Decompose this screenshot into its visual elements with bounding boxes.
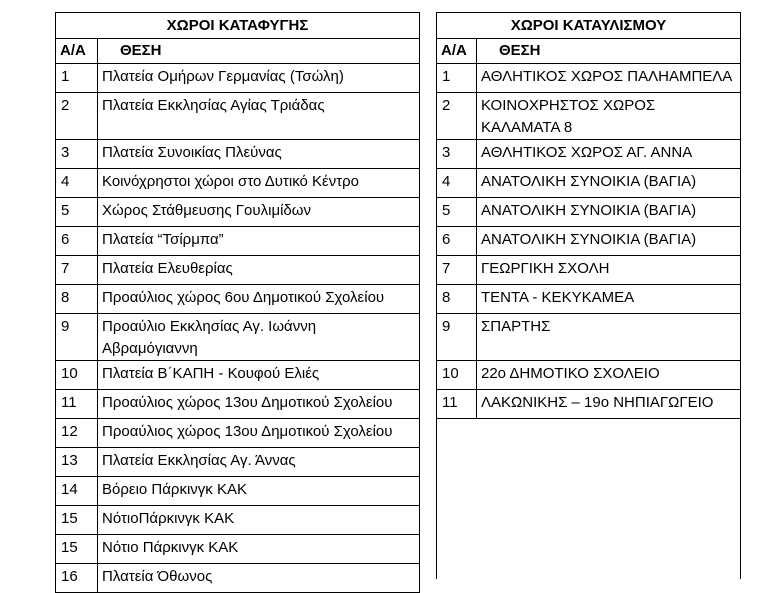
table-row: [56, 140, 420, 169]
row-place: Χώρος Στάθμευσης Γουλιμίδων: [98, 198, 420, 227]
row-number: 11: [56, 390, 98, 419]
table-row: [437, 390, 741, 419]
accommodation-col-num-header: Α/Α: [437, 39, 477, 64]
row-place: Πλατεία Συνοικίας Πλεύνας: [98, 140, 420, 169]
row-number: 13: [56, 448, 98, 477]
row-number: 5: [56, 198, 98, 227]
row-number: 7: [437, 256, 477, 285]
row-number: 16: [56, 564, 98, 593]
row-place: Προαύλιο Εκκλησίας Αγ. Ιωάννη Αβραμόγιαννη: [98, 314, 420, 361]
table-row: [437, 64, 741, 93]
row-place: ΑΝΑΤΟΛΙΚΗ ΣΥΝΟΙΚΙΑ (ΒΑΓΙΑ): [477, 169, 741, 198]
table-row: [56, 477, 420, 506]
shelter-col-place-header: ΘΕΣΗ: [98, 39, 420, 64]
row-number: 3: [437, 140, 477, 169]
table-row: [437, 256, 741, 285]
row-number: 5: [437, 198, 477, 227]
row-number: 10: [437, 361, 477, 390]
row-number: 15: [56, 506, 98, 535]
table-row: [56, 535, 420, 564]
table-row: [437, 285, 741, 314]
row-number: 9: [437, 314, 477, 361]
shelter-header-row: [56, 39, 420, 64]
row-number: 8: [437, 285, 477, 314]
table-row: [437, 140, 741, 169]
table-row: [56, 285, 420, 314]
shelter-table: [55, 12, 420, 593]
row-place: Προαύλιος χώρος 6ου Δημοτικού Σχολείου: [98, 285, 420, 314]
row-place: ΝότιοΠάρκινγκ ΚΑΚ: [98, 506, 420, 535]
row-place: ΑΝΑΤΟΛΙΚΗ ΣΥΝΟΙΚΙΑ (ΒΑΓΙΑ): [477, 198, 741, 227]
table-row: [437, 314, 741, 361]
row-place: ΛΑΚΩΝΙΚΗΣ – 19ο ΝΗΠΙΑΓΩΓΕΙΟ: [477, 390, 741, 419]
row-number: 8: [56, 285, 98, 314]
row-place: Προαύλιος χώρος 13ου Δημοτικού Σχολείου: [98, 419, 420, 448]
row-number: 3: [56, 140, 98, 169]
row-place: Κοινόχρηστοι χώροι στο Δυτικό Κέντρο: [98, 169, 420, 198]
shelter-title-row: [56, 13, 420, 39]
table-row: [56, 361, 420, 390]
shelter-col-num-header: Α/Α: [56, 39, 98, 64]
row-number: 2: [437, 93, 477, 140]
row-place: Προαύλιος χώρος 13ου Δημοτικού Σχολείου: [98, 390, 420, 419]
row-number: 14: [56, 477, 98, 506]
row-number: 11: [437, 390, 477, 419]
table-row: [56, 256, 420, 285]
row-number: 1: [56, 64, 98, 93]
row-place: Πλατεία Ελευθερίας: [98, 256, 420, 285]
row-place: Πλατεία Β΄ΚΑΠΗ - Κουφού Ελιές: [98, 361, 420, 390]
row-place: 22ο ΔΗΜΟΤΙΚΟ ΣΧΟΛΕΙΟ: [477, 361, 741, 390]
table-row: [56, 390, 420, 419]
row-place: ΣΠΑΡΤΗΣ: [477, 314, 741, 361]
table-row: [437, 93, 741, 140]
table-row: [437, 169, 741, 198]
accommodation-title: ΧΩΡΟΙ ΚΑΤΑΥΛΙΣΜΟΥ: [437, 13, 741, 39]
table-row: [437, 227, 741, 256]
table-row: [56, 419, 420, 448]
row-place: ΑΘΛΗΤΙΚΟΣ ΧΩΡΟΣ ΑΓ. ΑΝΝΑ: [477, 140, 741, 169]
row-number: 6: [437, 227, 477, 256]
row-number: 9: [56, 314, 98, 361]
row-number: 15: [56, 535, 98, 564]
row-number: 2: [56, 93, 98, 140]
accommodation-title-row: [437, 13, 741, 39]
table-row: [56, 64, 420, 93]
row-place: ΑΝΑΤΟΛΙΚΗ ΣΥΝΟΙΚΙΑ (ΒΑΓΙΑ): [477, 227, 741, 256]
table-row: [437, 361, 741, 390]
row-place: Πλατεία Ομήρων Γερμανίας (Τσώλη): [98, 64, 420, 93]
table-row: [56, 227, 420, 256]
table-row: [56, 198, 420, 227]
row-number: 1: [437, 64, 477, 93]
row-place: ΓΕΩΡΓΙΚΗ ΣΧΟΛΗ: [477, 256, 741, 285]
table-row: [437, 198, 741, 227]
row-place: Πλατεία Όθωνος: [98, 564, 420, 593]
table-row: [56, 314, 420, 361]
row-place: ΤΕΝΤΑ - ΚΕΚΥΚΑΜΕΑ: [477, 285, 741, 314]
row-number: 7: [56, 256, 98, 285]
row-place: ΑΘΛΗΤΙΚΟΣ ΧΩΡΟΣ ΠΑΛΗΑΜΠΕΛΑ: [477, 64, 741, 93]
table-row: [56, 506, 420, 535]
accommodation-table: [436, 12, 741, 579]
row-place: Πλατεία Εκκλησίας Αγ. Άννας: [98, 448, 420, 477]
empty-cell: [437, 419, 741, 580]
row-place: Βόρειο Πάρκινγκ ΚΑΚ: [98, 477, 420, 506]
accommodation-empty-extension: [437, 419, 741, 580]
accommodation-header-row: [437, 39, 741, 64]
row-number: 4: [437, 169, 477, 198]
shelter-title: ΧΩΡΟΙ ΚΑΤΑΦΥΓΗΣ: [56, 13, 420, 39]
row-place: Πλατεία “Τσίρμπα”: [98, 227, 420, 256]
row-number: 4: [56, 169, 98, 198]
row-place: Νότιο Πάρκινγκ ΚΑΚ: [98, 535, 420, 564]
row-number: 6: [56, 227, 98, 256]
table-row: [56, 564, 420, 593]
table-row: [56, 93, 420, 140]
row-place: ΚΟΙΝΟΧΡΗΣΤΟΣ ΧΩΡΟΣ ΚΑΛΑΜΑΤΑ 8: [477, 93, 741, 140]
row-number: 12: [56, 419, 98, 448]
table-row: [56, 448, 420, 477]
accommodation-col-place-header: ΘΕΣΗ: [477, 39, 741, 64]
table-row: [56, 169, 420, 198]
row-place: Πλατεία Εκκλησίας Αγίας Τριάδας: [98, 93, 420, 140]
row-number: 10: [56, 361, 98, 390]
